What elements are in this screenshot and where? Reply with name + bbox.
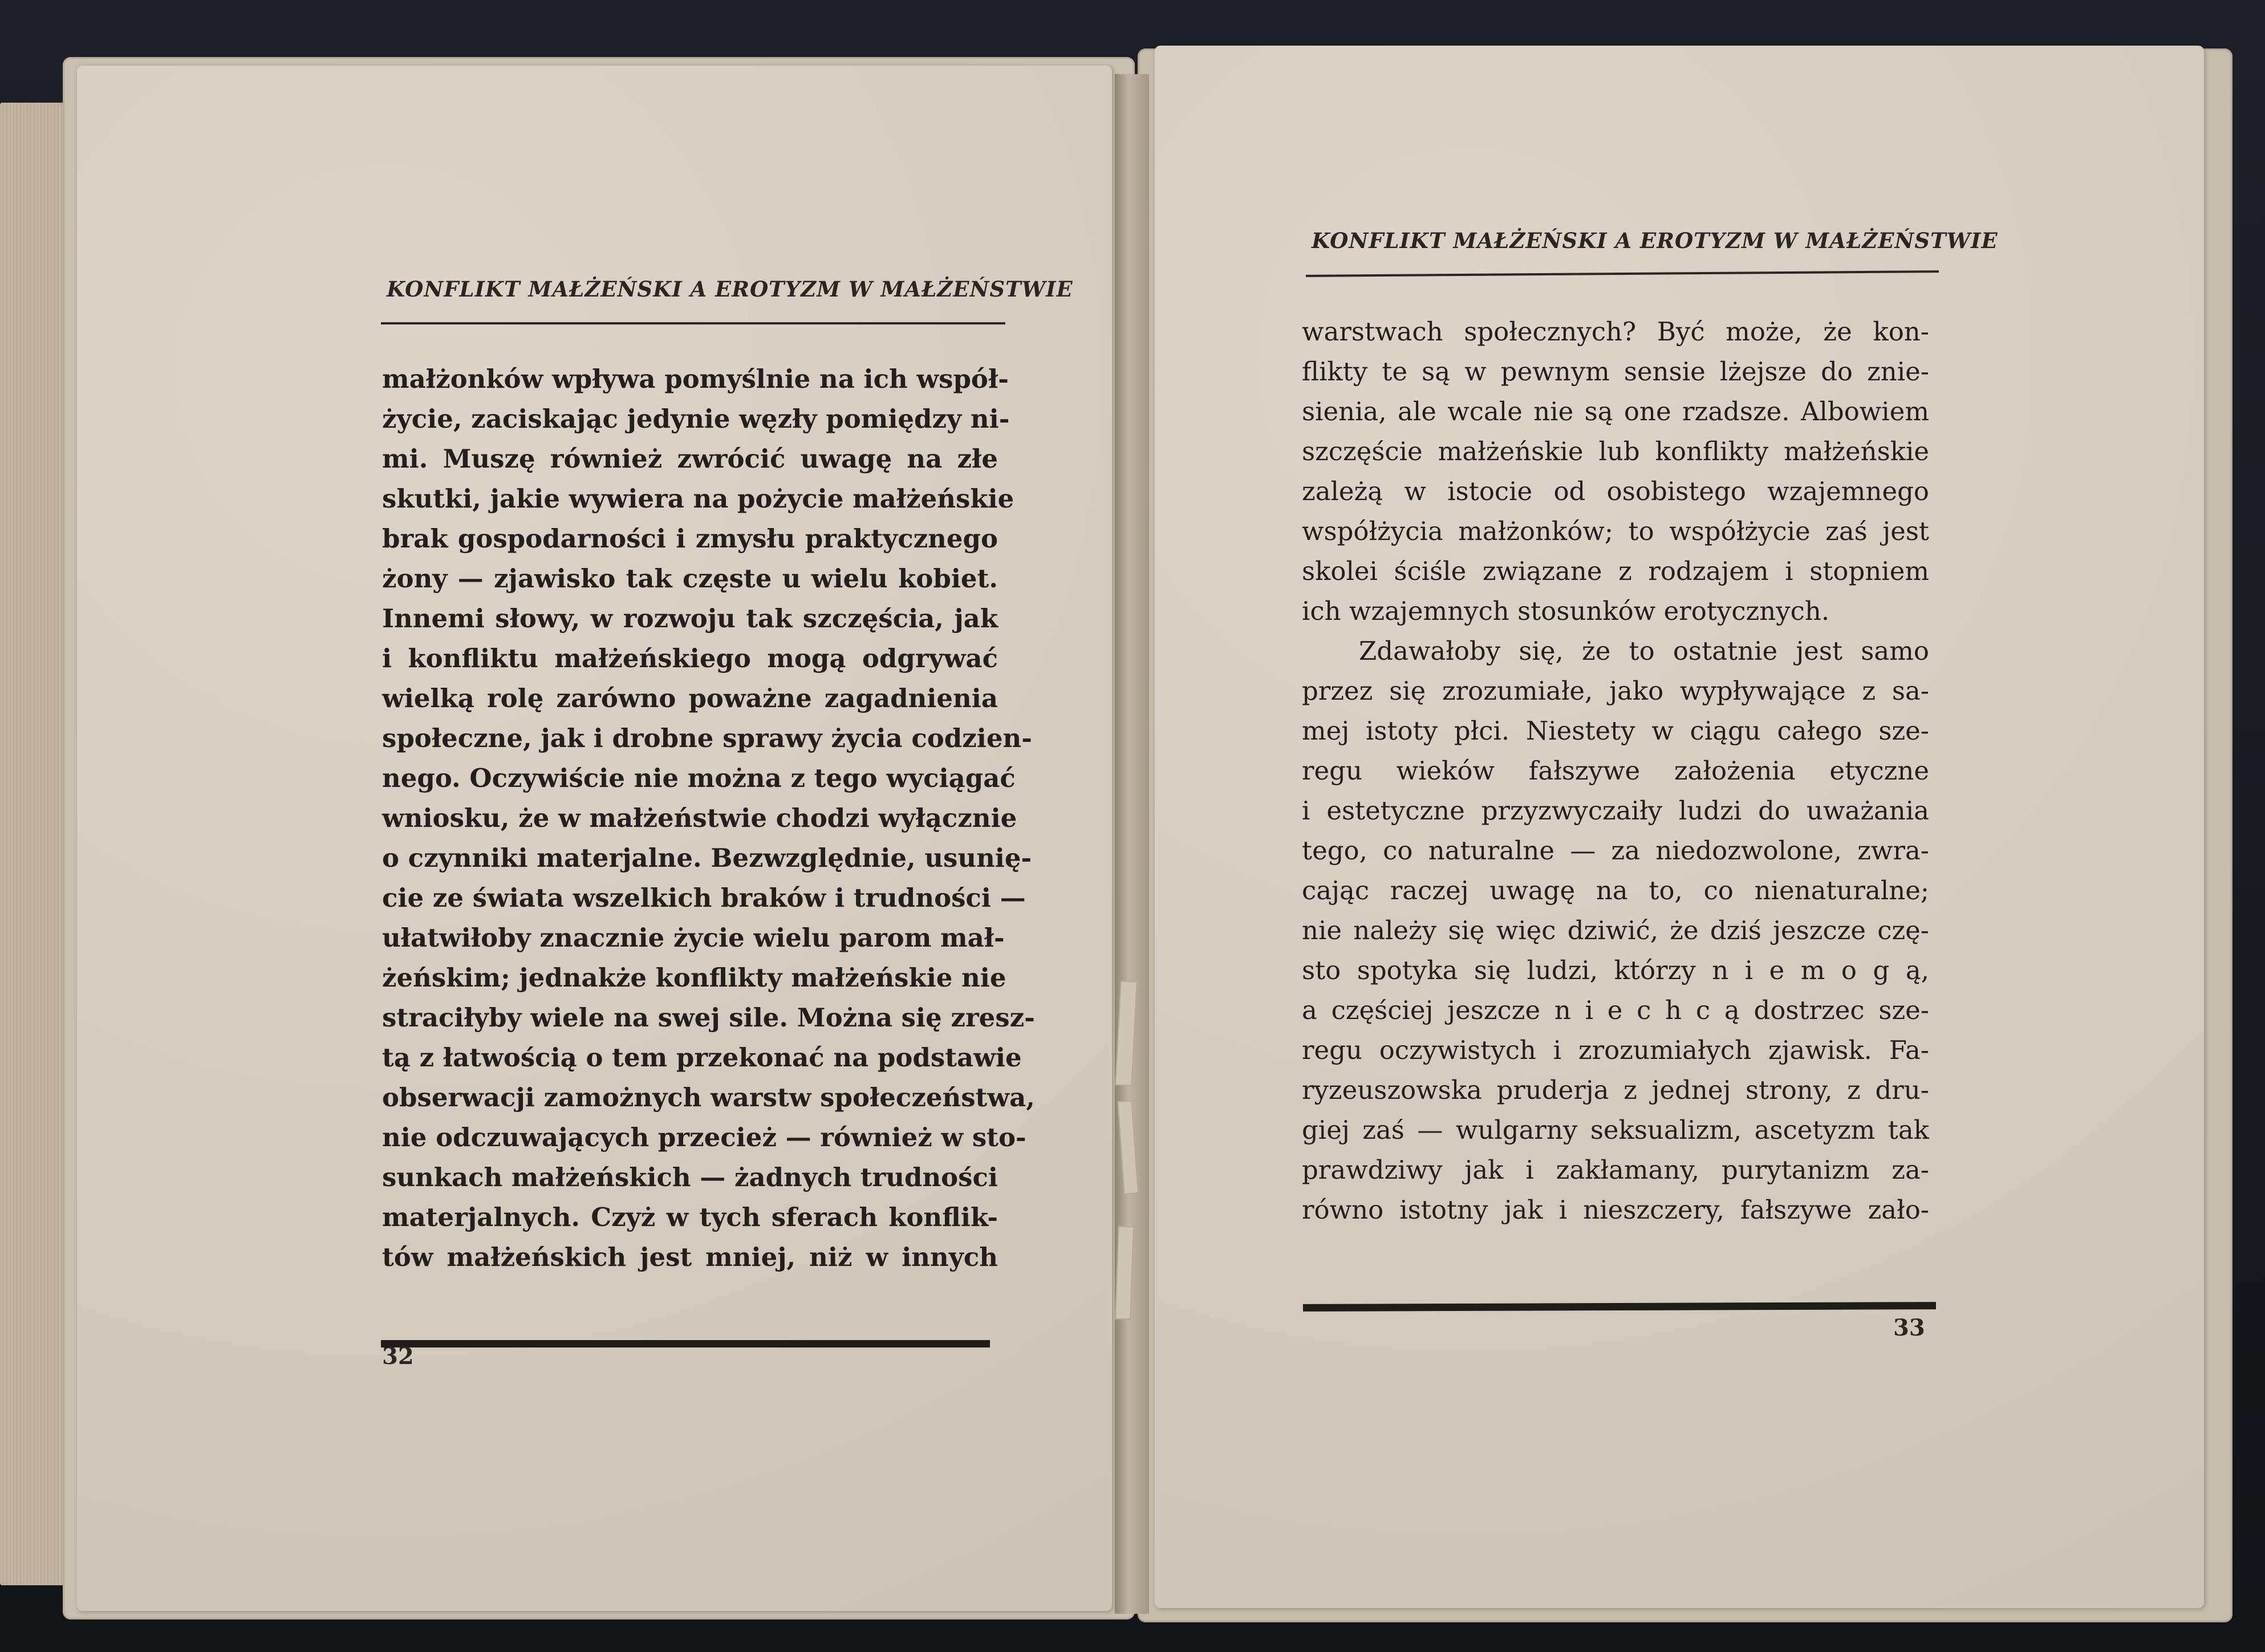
text-line: nie odczuwających przecież — również w sto- [382, 1122, 1026, 1152]
text-line: regu oczywistych i zrozumiałych zjawisk. Fa- [1302, 1035, 1929, 1065]
text-line: obserwacji zamożnych warstw społeczeństwa, [382, 1082, 1035, 1113]
left-foot-rule [381, 1340, 990, 1347]
text-line: warstwach społecznych? Być może, że kon- [1302, 316, 1929, 347]
text-line: szczęście małżeńskie lub konflikty małżeńskie [1302, 436, 1929, 466]
text-line: wniosku, że w małżeństwie chodzi wyłącznie [382, 803, 1017, 833]
right-body-text [1302, 312, 1929, 1230]
text-line: brak gospodarności i zmysłu praktycznego [382, 523, 998, 554]
text-line: Innemi słowy, w rozwoju tak szczęścia, jak [382, 603, 998, 634]
text-line: ryzeuszowska pruderja z jednej strony, z dru- [1302, 1075, 1929, 1105]
text-line: Zdawałoby się, że to ostatnie jest samo [1359, 636, 1929, 666]
text-line: cając raczej uwagę na to, co nienaturalne; [1302, 875, 1929, 906]
text-line: straciłyby wiele na swej sile. Można się zresz- [382, 1002, 1035, 1033]
left-page-number: 32 [382, 1343, 414, 1370]
text-line: współżycia małżonków; to współżycie zaś jest [1302, 516, 1929, 546]
text-line: tą z łatwością o tem przekonać na podstawie [382, 1042, 1022, 1073]
right-page-number: 33 [1893, 1314, 1925, 1341]
text-line: cie ze świata wszelkich braków i trudności — [382, 883, 1026, 913]
text-line: o czynniki materjalne. Bezwzględnie, usunię- [382, 843, 1032, 873]
text-line: sienia, ale wcale nie są one rzadsze. Albowiem [1302, 396, 1929, 427]
torn-paper-scrap [1115, 1226, 1134, 1320]
text-line: nie należy się więc dziwić, że dziś jeszcze czę- [1302, 915, 1929, 945]
text-line: regu wieków fałszywe założenia etyczne [1302, 756, 1929, 786]
text-line: przez się zrozumiałe, jako wypływające z sa- [1302, 676, 1929, 706]
text-line: społeczne, jak i drobne sprawy życia codzien- [382, 723, 1032, 753]
text-line: życie, zaciskając jedynie węzły pomiędzy ni- [382, 404, 1010, 434]
text-line: zależą w istocie od osobistego wzajemnego [1302, 476, 1929, 506]
text-line: żeńskim; jednakże konflikty małżeńskie nie [382, 963, 1006, 993]
text-line: tego, co naturalne — za niedozwolone, zwra- [1302, 835, 1929, 866]
right-running-head: KONFLIKT MAŁŻEŃSKI A EROTYZM W MAŁŻEŃSTWIE [1312, 228, 1998, 253]
text-line: ułatwiłoby znacznie życie wielu parom mał- [382, 923, 1005, 953]
text-line: sunkach małżeńskich — żadnych trudności [382, 1162, 998, 1192]
text-line: i konfliktu małżeńskiego mogą odgrywać [382, 643, 998, 673]
text-line: i estetyczne przyzwyczaiły ludzi do uważania [1302, 795, 1929, 826]
text-line: skolei ściśle związane z rodzajem i stopniem [1302, 556, 1929, 586]
text-line: mej istoty płci. Niestety w ciągu całego sze- [1302, 716, 1929, 746]
text-line: żony — zjawisko tak częste u wielu kobiet. [382, 563, 998, 594]
text-line: prawdziwy jak i zakłamany, purytanizm za- [1302, 1155, 1929, 1185]
text-line: nego. Oczywiście nie można z tego wyciągać [382, 763, 1016, 793]
text-line: wielką rolę zarówno poważne zagadnienia [382, 683, 998, 713]
left-head-rule [381, 322, 1005, 324]
text-line: giej zaś — wulgarny seksualizm, ascetyzm tak [1302, 1115, 1929, 1145]
text-line: małżonków wpływa pomyślnie na ich współ- [382, 364, 1009, 394]
text-line: mi. Muszę również zwrócić uwagę na złe [382, 444, 998, 474]
left-body-text [382, 359, 1035, 1277]
text-line: a częściej jeszcze n i e c h c ą dostrzec sze- [1302, 995, 1929, 1025]
text-line: równo istotny jak i nieszczery, fałszywe zało- [1302, 1195, 1929, 1225]
book-gutter [1115, 74, 1149, 1614]
text-line: materjalnych. Czyż w tych sferach konflik- [382, 1202, 998, 1232]
left-running-head: KONFLIKT MAŁŻEŃSKI A EROTYZM W MAŁŻEŃSTWIE [387, 277, 1073, 302]
text-line: sto spotyka się ludzi, którzy n i e m o g ą, [1302, 955, 1929, 985]
text-line: skutki, jakie wywiera na pożycie małżeńskie [382, 484, 1014, 514]
text-line: flikty te są w pewnym sensie lżejsze do znie- [1302, 356, 1929, 387]
text-line: tów małżeńskich jest mniej, niż w innych [382, 1242, 998, 1272]
text-line: ich wzajemnych stosunków erotycznych. [1302, 596, 1830, 626]
